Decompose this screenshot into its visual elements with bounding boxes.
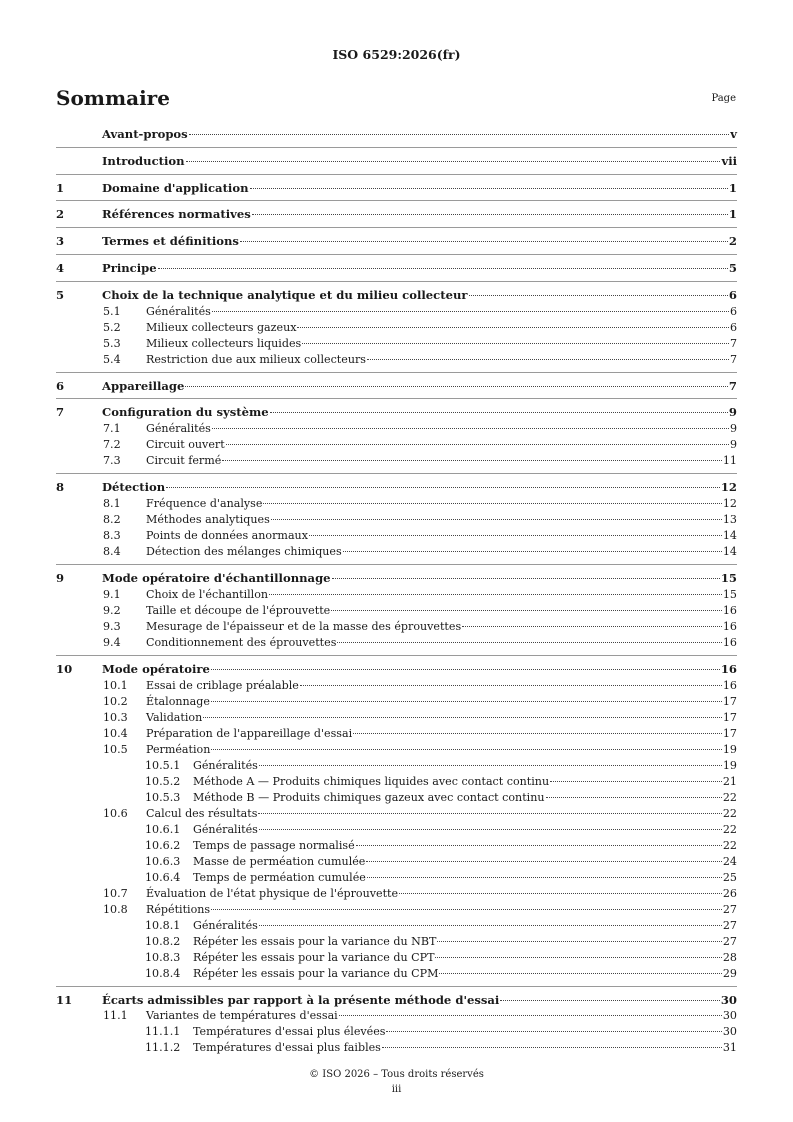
toc-separator — [56, 281, 737, 282]
toc-entry-number: 7.3 — [103, 454, 121, 468]
toc-entry-title[interactable]: Écarts admissibles par rapport à la présente méthode d'essai — [102, 992, 500, 1007]
toc-entry-number: 10.7 — [103, 886, 128, 900]
copyright-notice: © ISO 2026 – Tous droits réservés — [309, 1069, 484, 1080]
page-column-label: Page — [711, 93, 736, 104]
toc-entry-title[interactable]: Méthodes analytiques — [146, 512, 270, 526]
toc-entry-page: 22 — [722, 838, 737, 852]
toc-entry-page: 25 — [722, 870, 737, 884]
toc-entry-page: 12 — [722, 496, 737, 510]
dot-leader — [343, 551, 722, 552]
toc-entry[interactable] — [56, 806, 737, 822]
toc-entry-number: 10.2 — [103, 694, 128, 708]
toc-entry-number: 11 — [56, 992, 73, 1007]
toc-entry-page: 6 — [729, 320, 737, 334]
dot-leader — [297, 327, 728, 328]
toc-separator — [56, 174, 737, 175]
toc-entry-page: 22 — [722, 822, 737, 836]
toc-entry-title[interactable]: Conditionnement des éprouvettes — [146, 635, 337, 649]
toc-entry-number: 10.5.3 — [145, 790, 181, 804]
toc-separator — [56, 655, 737, 656]
toc-entry[interactable] — [56, 1008, 737, 1024]
toc-entry-title[interactable]: Calcul des résultats — [146, 806, 258, 820]
toc-entry[interactable] — [56, 287, 737, 304]
dot-leader — [386, 1031, 721, 1032]
dot-leader — [211, 701, 722, 702]
toc-entry-page: 6 — [728, 287, 737, 302]
toc-entry-number: 10.1 — [103, 678, 128, 692]
toc-entry-title[interactable]: Circuit ouvert — [146, 438, 225, 452]
toc-entry[interactable] — [56, 352, 737, 368]
toc-entry[interactable] — [56, 950, 737, 966]
dot-leader — [269, 594, 722, 595]
toc-entry[interactable] — [56, 320, 737, 336]
dot-leader — [222, 460, 722, 461]
toc-entry-page: 31 — [722, 1041, 737, 1055]
toc-entry[interactable] — [56, 260, 737, 277]
toc-entry-page: 9 — [728, 405, 737, 420]
toc-entry-title[interactable]: Introduction — [102, 153, 185, 168]
dot-leader — [203, 717, 722, 718]
toc-entry[interactable] — [56, 635, 737, 651]
toc-entry-title[interactable]: Variantes de températures d'essai — [146, 1009, 338, 1023]
toc-entry-title[interactable]: Étalonnage — [146, 694, 210, 708]
dot-leader — [240, 241, 728, 242]
dot-leader — [437, 941, 722, 942]
dot-leader — [356, 845, 722, 846]
toc-entry-page: 24 — [722, 854, 737, 868]
toc-entry[interactable] — [56, 479, 737, 496]
toc-entry[interactable] — [56, 603, 737, 619]
dot-leader — [263, 503, 721, 504]
toc-entry-number: 5.3 — [103, 336, 121, 350]
toc-entry[interactable] — [56, 966, 737, 982]
toc-entry-title[interactable]: Températures d'essai plus élevées — [193, 1025, 386, 1039]
toc-entry-page: 1 — [728, 207, 737, 222]
toc-entry-title[interactable]: Choix de la technique analytique et du milieu collecteur — [102, 287, 468, 302]
toc-entry[interactable] — [56, 153, 737, 170]
toc-entry-number: 5.2 — [103, 320, 121, 334]
toc-entry-number: 2 — [56, 207, 65, 222]
toc-entry-title[interactable]: Températures d'essai plus faibles — [193, 1041, 381, 1055]
toc-entry-page: 9 — [729, 422, 737, 436]
toc-entry-title[interactable]: Mesurage de l'épaisseur et de la masse des éprouvettes — [146, 619, 462, 633]
dot-leader — [212, 311, 729, 312]
toc-separator — [56, 986, 737, 987]
toc-entry[interactable] — [56, 758, 737, 774]
toc-entry-title[interactable]: Validation — [146, 710, 203, 724]
toc-entry-title[interactable]: Généralités — [146, 304, 211, 318]
dot-leader — [332, 578, 720, 579]
toc-entry[interactable] — [56, 774, 737, 790]
toc-entry-page: 28 — [722, 950, 737, 964]
toc-entry-page: 6 — [729, 304, 737, 318]
toc-entry-title[interactable]: Choix de l'échantillon — [146, 587, 269, 601]
toc-entry-page: 15 — [722, 587, 737, 601]
toc-entry[interactable] — [56, 790, 737, 806]
toc-entry-number: 10.8.2 — [145, 934, 181, 948]
toc-entry[interactable] — [56, 404, 737, 421]
toc-entry-page: 7 — [728, 378, 737, 393]
toc-entry-number: 10.3 — [103, 710, 128, 724]
dot-leader — [462, 626, 722, 627]
toc-entry-page: 19 — [722, 758, 737, 772]
toc-entry-page: 14 — [722, 528, 737, 542]
toc-entry-number: 4 — [56, 260, 65, 275]
toc-entry-page: 1 — [728, 180, 737, 195]
toc-entry-number: 10.5.1 — [145, 758, 181, 772]
toc-entry[interactable] — [56, 421, 737, 437]
toc-entry-title[interactable]: Principe — [102, 260, 157, 275]
toc-entry-page: 30 — [720, 992, 737, 1007]
page-footer — [0, 1067, 793, 1097]
toc-entry-number: 10.8.1 — [145, 918, 181, 932]
toc-entry-title[interactable]: Répéter les essais pour la variance du NBT — [193, 934, 437, 948]
toc-entry-title[interactable]: Essai de criblage préalable — [146, 678, 299, 692]
toc-entry-page: 11 — [722, 454, 737, 468]
dot-leader — [435, 957, 721, 958]
toc-entry[interactable] — [56, 838, 737, 854]
toc-entry-page: 27 — [722, 902, 737, 916]
toc-entry-number: 10.6.4 — [145, 870, 181, 884]
toc-separator — [56, 372, 737, 373]
toc-entry-page: 27 — [722, 918, 737, 932]
dot-leader — [337, 642, 721, 643]
toc-entry-number: 1 — [56, 180, 65, 195]
page-number: iii — [391, 1084, 402, 1095]
toc-entry-page: 14 — [722, 544, 737, 558]
toc-entry-title[interactable]: Restriction due aux milieux collecteurs — [146, 352, 366, 366]
toc-separator — [56, 564, 737, 565]
toc-entry[interactable] — [56, 512, 737, 528]
toc-entry-title[interactable]: Références normatives — [102, 207, 251, 222]
toc-entry-number: 11.1 — [103, 1009, 128, 1023]
toc-entry-page: 21 — [722, 774, 737, 788]
toc-entry-title[interactable]: Temps de passage normalisé — [193, 838, 355, 852]
toc-entry[interactable] — [56, 694, 737, 710]
toc-entry-number: 7.1 — [103, 422, 121, 436]
dot-leader — [366, 861, 722, 862]
toc-entry-page: 30 — [722, 1025, 737, 1039]
dot-leader — [259, 925, 722, 926]
toc-entry[interactable] — [56, 233, 737, 250]
dot-leader — [166, 487, 720, 488]
toc-entry-number: 5 — [56, 287, 65, 302]
toc-entry-number: 10.6 — [103, 806, 128, 820]
toc-separator — [56, 254, 737, 255]
dot-leader — [271, 519, 722, 520]
toc-entry[interactable] — [56, 710, 737, 726]
toc-entry[interactable] — [56, 1040, 737, 1056]
toc-entry[interactable] — [56, 661, 737, 678]
toc-entry[interactable] — [56, 870, 737, 886]
toc-entry[interactable] — [56, 619, 737, 635]
toc-entry-number: 9.2 — [103, 603, 121, 617]
toc-entry-title[interactable]: Répéter les essais pour la variance du CPT — [193, 950, 435, 964]
toc-entry[interactable] — [56, 180, 737, 197]
toc-entry[interactable] — [56, 934, 737, 950]
dot-leader — [500, 1000, 720, 1001]
toc-entry[interactable] — [56, 496, 737, 512]
dot-leader — [300, 685, 722, 686]
toc-entry-title[interactable]: Méthode A — Produits chimiques liquides avec contact continu — [193, 774, 550, 788]
toc-entry-title[interactable]: Taille et découpe de l'éprouvette — [146, 603, 331, 617]
toc-entry[interactable] — [56, 854, 737, 870]
dot-leader — [353, 733, 722, 734]
toc-separator — [56, 200, 737, 201]
toc-entry-page: 7 — [729, 336, 737, 350]
toc-entry-title[interactable]: Méthode B — Produits chimiques gazeux avec contact continu — [193, 790, 545, 804]
toc-entry-title[interactable]: Mode opératoire d'échantillonnage — [102, 570, 331, 585]
toc-entry-title[interactable]: Masse de perméation cumulée — [193, 854, 366, 868]
toc-entry-title[interactable]: Circuit fermé — [146, 454, 222, 468]
toc-entry-page: 9 — [729, 438, 737, 452]
toc-entry-title[interactable]: Termes et définitions — [102, 234, 239, 249]
toc-entry[interactable] — [56, 678, 737, 694]
page-title: Sommaire — [56, 86, 170, 110]
toc-entry-title[interactable]: Points de données anormaux — [146, 528, 308, 542]
toc-entry-page: 2 — [728, 234, 737, 249]
toc-entry-title[interactable]: Détection — [102, 480, 166, 495]
dot-leader — [259, 765, 722, 766]
toc-entry[interactable] — [56, 1024, 737, 1040]
toc-entry-page: 16 — [722, 635, 737, 649]
dot-leader — [469, 295, 728, 296]
toc-entry[interactable] — [56, 886, 737, 902]
toc-entry-number: 10.4 — [103, 726, 128, 740]
toc-entry-page: 22 — [722, 790, 737, 804]
toc-entry-number: 10.6.3 — [145, 854, 181, 868]
toc-entry[interactable] — [56, 726, 737, 742]
toc-entry-title[interactable]: Fréquence d'analyse — [146, 496, 263, 510]
toc-entry-title[interactable]: Préparation de l'appareillage d'essai — [146, 726, 353, 740]
dot-leader — [258, 813, 721, 814]
toc-entry-title[interactable]: Généralités — [146, 422, 211, 436]
toc-entry-number: 10.8.4 — [145, 966, 181, 980]
toc-entry-page: 17 — [722, 694, 737, 708]
toc-entry-title[interactable]: Temps de perméation cumulée — [193, 870, 366, 884]
dot-leader — [367, 877, 722, 878]
toc-entry-number: 3 — [56, 234, 65, 249]
toc-entry-number: 5.1 — [103, 304, 121, 318]
dot-leader — [185, 386, 728, 387]
toc-entry[interactable] — [56, 544, 737, 560]
toc-entry-number: 10.5.2 — [145, 774, 181, 788]
toc-entry-page: 22 — [722, 806, 737, 820]
toc-entry-page: 27 — [722, 934, 737, 948]
toc-entry-number: 8 — [56, 480, 65, 495]
toc-entry-title[interactable]: Mode opératoire — [102, 661, 210, 676]
toc-entry[interactable] — [56, 453, 737, 469]
toc-entry-title[interactable]: Généralités — [193, 758, 258, 772]
dot-leader — [331, 610, 722, 611]
dot-leader — [211, 749, 722, 750]
dot-leader — [546, 797, 722, 798]
toc-entry[interactable] — [56, 992, 737, 1009]
toc-entry-title[interactable]: Appareillage — [102, 378, 185, 393]
toc-entry-number: 9.4 — [103, 635, 121, 649]
toc-entry[interactable] — [56, 206, 737, 223]
toc-entry[interactable] — [56, 528, 737, 544]
toc-entry-page: 30 — [722, 1009, 737, 1023]
toc-entry-number: 6 — [56, 378, 65, 393]
toc-entry-page: 13 — [722, 512, 737, 526]
toc-entry[interactable] — [56, 918, 737, 934]
toc-entry-title[interactable]: Évaluation de l'état physique de l'éprouvette — [146, 886, 399, 900]
toc-entry-page: 17 — [722, 726, 737, 740]
toc-entry-page: vii — [721, 153, 737, 168]
toc-entry-number: 9.1 — [103, 587, 121, 601]
dot-leader — [309, 535, 722, 536]
toc-entry-number: 8.1 — [103, 496, 121, 510]
dot-leader — [399, 893, 722, 894]
toc-entry-page: 29 — [722, 966, 737, 980]
toc-entry-number: 10.5 — [103, 742, 128, 756]
toc-entry[interactable] — [56, 126, 737, 143]
toc-entry-number: 10 — [56, 661, 73, 676]
toc-entry-number: 11.1.2 — [145, 1041, 181, 1055]
toc-entry-number: 10.6.2 — [145, 838, 181, 852]
dot-leader — [211, 669, 720, 670]
dot-leader — [252, 214, 728, 215]
dot-leader — [367, 359, 729, 360]
toc-entry-title[interactable]: Généralités — [193, 822, 258, 836]
toc-entry-number: 8.3 — [103, 528, 121, 542]
dot-leader — [302, 343, 729, 344]
dot-leader — [186, 161, 721, 162]
toc-entry-page: 19 — [722, 742, 737, 756]
toc-entry[interactable] — [56, 742, 737, 758]
toc-entry[interactable] — [56, 378, 737, 395]
dot-leader — [250, 188, 728, 189]
document-id: ISO 6529:2026(fr) — [332, 47, 461, 62]
toc-entry-title[interactable]: Milieux collecteurs liquides — [146, 336, 302, 350]
toc-entry-number: 10.8 — [103, 902, 128, 916]
toc-separator — [56, 398, 737, 399]
toc-entry[interactable] — [56, 570, 737, 587]
toc-entry-number: 7.2 — [103, 438, 121, 452]
toc-entry-number: 9 — [56, 570, 65, 585]
dot-leader — [439, 973, 721, 974]
toc-entry-number: 8.4 — [103, 544, 121, 558]
toc-entry-title[interactable]: Milieux collecteurs gazeux — [146, 320, 297, 334]
toc-entry-page: 17 — [722, 710, 737, 724]
dot-leader — [226, 444, 729, 445]
toc-entry[interactable] — [56, 437, 737, 453]
toc-entry-page: 16 — [722, 678, 737, 692]
table-of-contents — [56, 126, 737, 1056]
dot-leader — [550, 781, 722, 782]
toc-entry-page: 12 — [720, 480, 737, 495]
toc-entry-number: 5.4 — [103, 352, 121, 366]
dot-leader — [158, 268, 728, 269]
toc-separator — [56, 147, 737, 148]
toc-entry-title[interactable]: Généralités — [193, 918, 258, 932]
dot-leader — [270, 412, 728, 413]
toc-entry-title[interactable]: Perméation — [146, 742, 211, 756]
toc-entry-number: 10.8.3 — [145, 950, 181, 964]
dot-leader — [211, 909, 722, 910]
toc-separator — [56, 227, 737, 228]
toc-entry-title[interactable]: Répéter les essais pour la variance du CPM — [193, 966, 439, 980]
toc-entry-number: 11.1.1 — [145, 1025, 181, 1039]
dot-leader — [339, 1015, 722, 1016]
toc-entry-title[interactable]: Avant-propos — [102, 127, 188, 141]
toc-entry-title[interactable]: Domaine d'application — [102, 180, 249, 195]
toc-entry-page: 16 — [722, 619, 737, 633]
dot-leader — [259, 829, 722, 830]
toc-entry-page: v — [730, 127, 737, 141]
toc-entry-page: 7 — [729, 352, 737, 366]
toc-entry-number: 10.6.1 — [145, 822, 181, 836]
toc-entry[interactable] — [56, 822, 737, 838]
toc-entry[interactable] — [56, 336, 737, 352]
toc-entry-page: 16 — [722, 603, 737, 617]
toc-entry[interactable] — [56, 902, 737, 918]
toc-entry[interactable] — [56, 587, 737, 603]
toc-entry-number: 8.2 — [103, 512, 121, 526]
toc-entry-page: 26 — [722, 886, 737, 900]
toc-entry-title[interactable]: Détection des mélanges chimiques — [146, 544, 342, 558]
toc-entry-title[interactable]: Répétitions — [146, 902, 211, 916]
dot-leader — [382, 1047, 722, 1048]
toc-entry[interactable] — [56, 304, 737, 320]
dot-leader — [189, 134, 730, 135]
toc-entry-page: 15 — [720, 570, 737, 585]
toc-entry-page: 16 — [720, 661, 737, 676]
toc-entry-page: 5 — [728, 260, 737, 275]
toc-entry-number: 7 — [56, 405, 65, 420]
toc-entry-title[interactable]: Configuration du système — [102, 405, 269, 420]
dot-leader — [212, 428, 729, 429]
toc-separator — [56, 473, 737, 474]
toc-entry-number: 9.3 — [103, 619, 121, 633]
